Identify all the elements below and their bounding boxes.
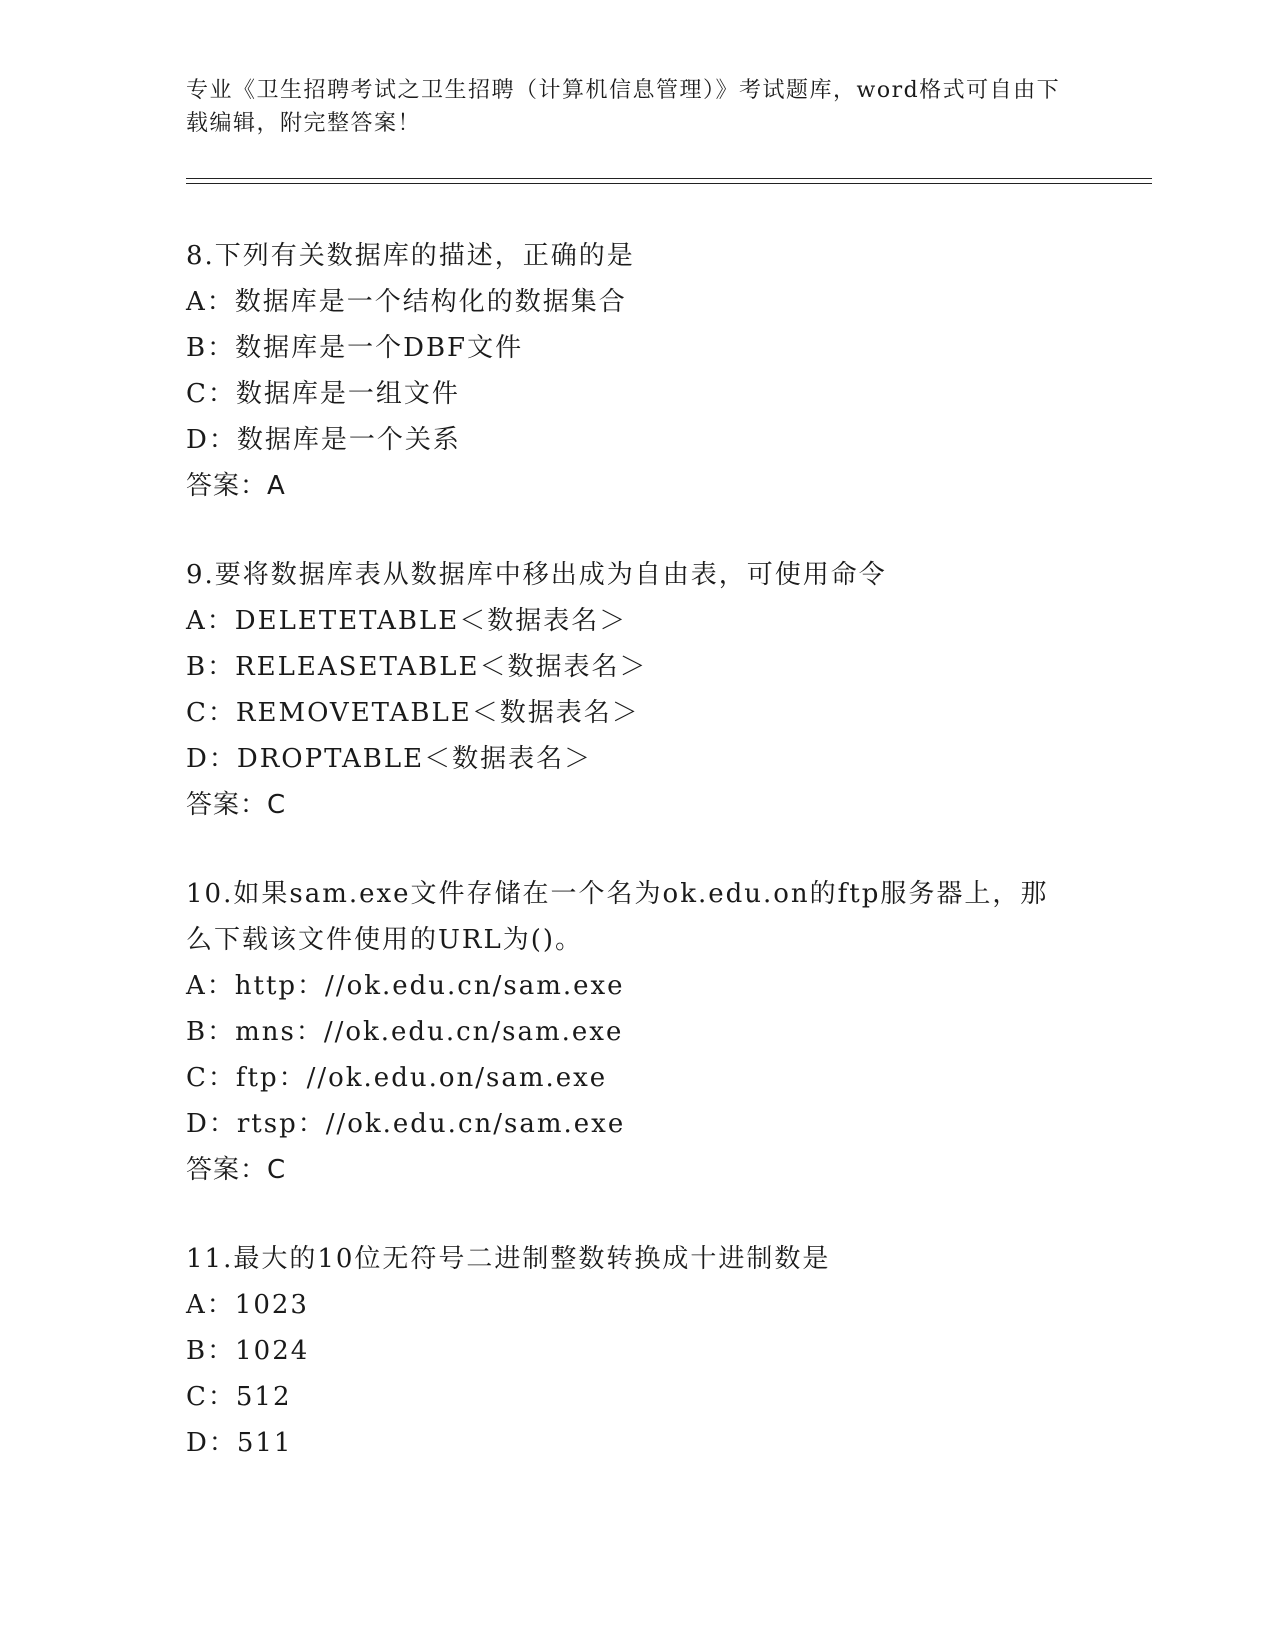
option-b: B：mns：//ok.edu.cn/sam.exe — [186, 1017, 624, 1047]
question-11 — [186, 1236, 1086, 1466]
option-c: C：REMOVETABLE＜数据表名＞ — [186, 698, 640, 728]
question-stem: 9.要将数据库表从数据库中移出成为自由表，可使用命令 — [186, 560, 887, 590]
option-b: B：1024 — [186, 1336, 310, 1366]
answer-label: 答案：C — [186, 1155, 287, 1185]
option-d: D：511 — [186, 1428, 293, 1458]
option-b: B：数据库是一个DBF文件 — [186, 333, 524, 363]
question-stem: 10.如果sam.exe文件存储在一个名为ok.edu.on的ftp服务器上，那么下载该文件使用的URL为()。 — [186, 879, 1049, 955]
option-a: A：DELETETABLE＜数据表名＞ — [186, 606, 628, 636]
option-c: C：512 — [186, 1382, 292, 1412]
question-stem: 11.最大的10位无符号二进制整数转换成十进制数是 — [186, 1244, 831, 1274]
question-stem: 8.下列有关数据库的描述，正确的是 — [186, 241, 635, 271]
option-a: A：1023 — [186, 1290, 309, 1320]
question-10 — [186, 871, 1086, 1193]
option-b: B：RELEASETABLE＜数据表名＞ — [186, 652, 648, 682]
option-d: D：DROPTABLE＜数据表名＞ — [186, 744, 593, 774]
option-d: D：数据库是一个关系 — [186, 425, 461, 455]
answer-label: 答案：A — [186, 471, 286, 501]
option-a: A：http：//ok.edu.cn/sam.exe — [186, 971, 625, 1001]
option-a: A：数据库是一个结构化的数据集合 — [186, 287, 627, 317]
question-8 — [186, 233, 1086, 509]
option-d: D：rtsp：//ok.edu.cn/sam.exe — [186, 1109, 626, 1139]
option-c: C：数据库是一组文件 — [186, 379, 460, 409]
option-c: C：ftp：//ok.edu.on/sam.exe — [186, 1063, 608, 1093]
header-divider-top — [186, 178, 1152, 179]
answer-label: 答案：C — [186, 790, 287, 820]
document-intro: 专业《卫生招聘考试之卫生招聘（计算机信息管理）》考试题库，word格式可自由下载编辑，附完整答案！ — [186, 78, 1061, 136]
header-divider-bottom — [186, 183, 1152, 184]
question-9 — [186, 552, 1086, 828]
